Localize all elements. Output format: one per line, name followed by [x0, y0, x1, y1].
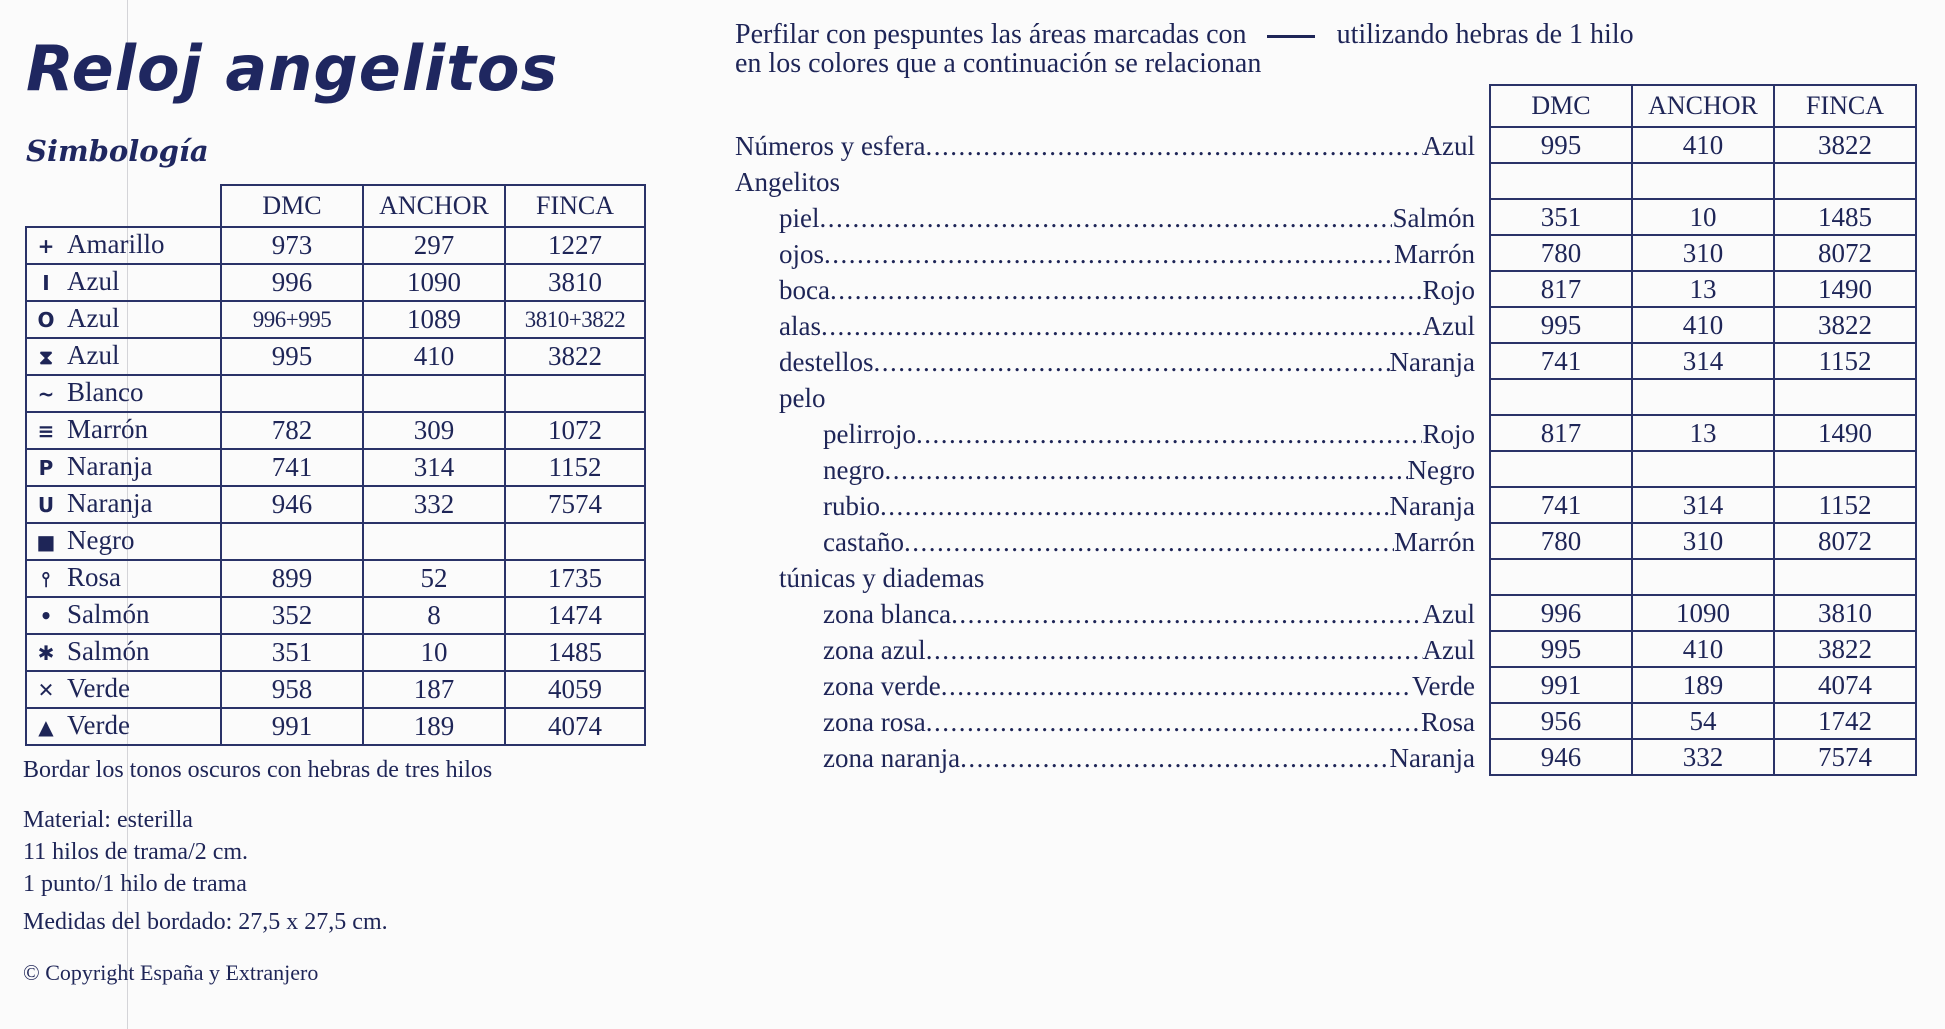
dot-icon: • — [39, 604, 53, 628]
outline-list-item — [735, 668, 1475, 704]
outline-dmc-cell: 995 — [1490, 631, 1632, 667]
outline-dmc-cell: 995 — [1490, 307, 1632, 343]
outline-finca-cell: 3822 — [1774, 127, 1916, 163]
legend-color-cell — [26, 338, 221, 375]
outline-dmc-cell: 946 — [1490, 739, 1632, 775]
outline-thread-table — [1489, 84, 1917, 776]
area-color: Rojo — [1422, 275, 1475, 305]
outline-finca-cell — [1774, 163, 1916, 199]
legend-row — [26, 486, 645, 523]
legend-row — [26, 227, 645, 264]
legend-anchor-cell: 10 — [363, 634, 505, 671]
outline-dmc-cell: 996 — [1490, 595, 1632, 631]
outline-anchor-cell: 314 — [1632, 343, 1774, 379]
legend-finca-cell: 4059 — [505, 671, 645, 708]
legend-row — [26, 449, 645, 486]
legend-row — [26, 338, 645, 375]
cross-icon: ✕ — [37, 678, 55, 702]
outline-anchor-cell: 410 — [1632, 127, 1774, 163]
outline-finca-cell: 1490 — [1774, 415, 1916, 451]
legend-anchor-cell: 309 — [363, 412, 505, 449]
outline-list-item — [735, 524, 1475, 560]
outline-finca-cell: 1152 — [1774, 487, 1916, 523]
area-name: túnicas y diademas — [779, 563, 985, 593]
outline-area-list — [735, 128, 1475, 776]
legend-dmc-cell: 973 — [221, 227, 363, 264]
leader-dots — [960, 740, 1389, 776]
legend-anchor-cell: 1090 — [363, 264, 505, 301]
outline-table-row — [1490, 415, 1916, 451]
legend-color-cell — [26, 264, 221, 301]
leader-dots — [874, 344, 1390, 380]
legend-dmc-cell: 995 — [221, 338, 363, 375]
legend-row — [26, 708, 645, 745]
legend-finca-cell: 1474 — [505, 597, 645, 634]
legend-color-cell — [26, 486, 221, 523]
outline-list-item — [735, 596, 1475, 632]
outline-list-item — [735, 452, 1475, 488]
legend-header-blank — [26, 185, 221, 227]
legend-finca-cell: 1152 — [505, 449, 645, 486]
outline-dmc-cell: 780 — [1490, 235, 1632, 271]
legend-color-cell — [26, 634, 221, 671]
outline-anchor-cell: 189 — [1632, 667, 1774, 703]
leader-dots — [904, 524, 1394, 560]
legend-anchor-cell: 314 — [363, 449, 505, 486]
outline-header-dmc: DMC — [1490, 85, 1632, 127]
legend-row — [26, 412, 645, 449]
leader-dots — [820, 200, 1393, 236]
outline-anchor-cell: 332 — [1632, 739, 1774, 775]
legend-dmc-cell: 351 — [221, 634, 363, 671]
legend-dmc-cell: 991 — [221, 708, 363, 745]
outline-dmc-cell: 956 — [1490, 703, 1632, 739]
outline-dmc-cell: 995 — [1490, 127, 1632, 163]
outline-finca-cell: 8072 — [1774, 235, 1916, 271]
outline-list-item — [735, 236, 1475, 272]
outline-anchor-cell: 410 — [1632, 307, 1774, 343]
legend-dmc-cell: 958 — [221, 671, 363, 708]
area-name: boca — [779, 275, 830, 305]
outline-dmc-cell — [1490, 379, 1632, 415]
legend-finca-cell: 7574 — [505, 486, 645, 523]
outline-table-row — [1490, 631, 1916, 667]
outline-list-item — [735, 128, 1475, 164]
legend-color-name: Rosa — [67, 562, 121, 592]
outline-anchor-cell: 10 — [1632, 199, 1774, 235]
legend-row — [26, 560, 645, 597]
leader-dots — [821, 308, 1423, 344]
outline-table-row — [1490, 523, 1916, 559]
outline-finca-cell: 3810 — [1774, 595, 1916, 631]
outline-table-row — [1490, 343, 1916, 379]
outline-finca-cell: 1152 — [1774, 343, 1916, 379]
leader-dots — [941, 668, 1412, 704]
legend-anchor-cell: 187 — [363, 671, 505, 708]
outline-list-item — [735, 164, 1475, 200]
letter-p-icon: P — [38, 456, 54, 480]
stitch-note: 1 punto/1 hilo de trama — [23, 871, 247, 897]
area-name: destellos — [779, 347, 874, 377]
legend-color-cell — [26, 412, 221, 449]
legend-header-finca: FINCA — [505, 185, 645, 227]
legend-color-cell — [26, 708, 221, 745]
outline-list-item — [735, 308, 1475, 344]
outline-table-row — [1490, 739, 1916, 775]
outline-table-row — [1490, 199, 1916, 235]
outline-table-row — [1490, 163, 1916, 199]
legend-color-name: Naranja — [67, 488, 153, 518]
legend-anchor-cell: 8 — [363, 597, 505, 634]
outline-list-item — [735, 632, 1475, 668]
legend-subtitle: Simbología — [26, 134, 209, 168]
leader-dots — [951, 596, 1422, 632]
legend-row — [26, 301, 645, 338]
outline-table-row — [1490, 451, 1916, 487]
legend-anchor-cell — [363, 523, 505, 560]
legend-row — [26, 634, 645, 671]
outline-header-finca: FINCA — [1774, 85, 1916, 127]
outline-dmc-cell: 817 — [1490, 415, 1632, 451]
outline-table-row — [1490, 667, 1916, 703]
legend-dmc-cell: 996+995 — [221, 301, 363, 338]
outline-finca-cell: 3822 — [1774, 307, 1916, 343]
outline-finca-cell — [1774, 559, 1916, 595]
area-color: Naranja — [1389, 743, 1475, 773]
outline-dmc-cell: 741 — [1490, 487, 1632, 523]
outline-anchor-cell: 1090 — [1632, 595, 1774, 631]
legend-color-name: Verde — [67, 673, 130, 703]
letter-u-icon: U — [37, 493, 55, 517]
outline-anchor-cell: 314 — [1632, 487, 1774, 523]
area-name: Angelitos — [735, 167, 840, 197]
leader-dots — [926, 632, 1423, 668]
legend-anchor-cell: 332 — [363, 486, 505, 523]
hourglass-icon: ⧗ — [38, 345, 54, 369]
outline-finca-cell: 8072 — [1774, 523, 1916, 559]
area-name: alas — [779, 311, 821, 341]
dimensions-note: Medidas del bordado: 27,5 x 27,5 cm. — [23, 909, 388, 935]
area-name: piel — [779, 203, 820, 233]
outline-anchor-cell: 13 — [1632, 271, 1774, 307]
area-name: Números y esfera — [735, 131, 926, 161]
legend-finca-cell: 3822 — [505, 338, 645, 375]
leader-dots — [916, 416, 1423, 452]
legend-finca-cell: 3810 — [505, 264, 645, 301]
outline-table-row — [1490, 307, 1916, 343]
outline-dmc-cell: 991 — [1490, 667, 1632, 703]
outline-table-row — [1490, 379, 1916, 415]
outline-list-item — [735, 272, 1475, 308]
legend-color-cell — [26, 671, 221, 708]
legend-row — [26, 671, 645, 708]
legend-color-cell — [26, 523, 221, 560]
area-color: Rojo — [1422, 419, 1475, 449]
outline-finca-cell: 1742 — [1774, 703, 1916, 739]
legend-header-row — [26, 185, 645, 227]
area-name: zona rosa — [823, 707, 926, 737]
legend-color-name: Verde — [67, 710, 130, 740]
copyright-note: © Copyright España y Extranjero — [23, 960, 319, 985]
outline-header-row — [1490, 85, 1916, 127]
leader-dots — [880, 488, 1390, 524]
outline-table-row — [1490, 559, 1916, 595]
area-color: Salmón — [1392, 203, 1475, 233]
outline-dmc-cell — [1490, 163, 1632, 199]
legend-color-name: Salmón — [67, 599, 150, 629]
outline-list-item — [735, 380, 1475, 416]
outline-finca-cell — [1774, 379, 1916, 415]
outline-dmc-cell: 741 — [1490, 343, 1632, 379]
outline-dmc-cell — [1490, 451, 1632, 487]
legend-row — [26, 375, 645, 412]
outline-finca-cell — [1774, 451, 1916, 487]
legend-dmc-cell: 741 — [221, 449, 363, 486]
plus-icon: + — [37, 234, 55, 258]
outline-table-row — [1490, 595, 1916, 631]
outline-dmc-cell: 351 — [1490, 199, 1632, 235]
area-color: Naranja — [1389, 491, 1475, 521]
legend-dmc-cell: 352 — [221, 597, 363, 634]
legend-color-cell — [26, 560, 221, 597]
pin-icon: ⫯ — [41, 567, 51, 591]
outline-finca-cell: 3822 — [1774, 631, 1916, 667]
outline-list-item — [735, 416, 1475, 452]
area-name: pelo — [779, 383, 826, 413]
outline-anchor-cell — [1632, 379, 1774, 415]
outline-finca-cell: 4074 — [1774, 667, 1916, 703]
filled-square-icon: ■ — [36, 530, 56, 554]
legend-finca-cell — [505, 523, 645, 560]
area-name: castaño — [823, 527, 904, 557]
legend-finca-cell: 1072 — [505, 412, 645, 449]
material-note: Material: esterilla — [23, 807, 193, 833]
leader-dots — [830, 272, 1423, 308]
legend-row — [26, 523, 645, 560]
outline-heading — [735, 20, 1935, 78]
legend-color-name: Marrón — [67, 414, 148, 444]
thread-note: Bordar los tonos oscuros con hebras de tres hilos — [23, 757, 493, 783]
outline-anchor-cell: 310 — [1632, 523, 1774, 559]
legend-anchor-cell — [363, 375, 505, 412]
tilde-icon: ~ — [37, 382, 55, 406]
leader-dots — [925, 128, 1422, 164]
legend-anchor-cell: 52 — [363, 560, 505, 597]
outline-anchor-cell: 13 — [1632, 415, 1774, 451]
triangle-icon: ▲ — [38, 715, 54, 739]
area-name: zona blanca — [823, 599, 952, 629]
outline-list-item — [735, 704, 1475, 740]
area-color: Rosa — [1421, 707, 1475, 737]
area-name: zona naranja — [823, 743, 961, 773]
outline-dmc-cell: 780 — [1490, 523, 1632, 559]
legend-color-cell — [26, 227, 221, 264]
legend-color-name: Salmón — [67, 636, 150, 666]
outline-anchor-cell — [1632, 559, 1774, 595]
legend-color-name: Naranja — [67, 451, 153, 481]
outline-table-row — [1490, 703, 1916, 739]
outline-list-item — [735, 200, 1475, 236]
legend-finca-cell: 1485 — [505, 634, 645, 671]
legend-anchor-cell: 410 — [363, 338, 505, 375]
outline-finca-cell: 1485 — [1774, 199, 1916, 235]
outline-list-item — [735, 344, 1475, 380]
legend-color-cell — [26, 449, 221, 486]
outline-finca-cell: 1490 — [1774, 271, 1916, 307]
legend-finca-cell: 3810+3822 — [505, 301, 645, 338]
outline-table-row — [1490, 487, 1916, 523]
outline-heading-part1: Perfilar con pespuntes las áreas marcadas con — [735, 19, 1247, 50]
legend-anchor-cell: 1089 — [363, 301, 505, 338]
area-name: negro — [823, 455, 885, 485]
legend-finca-cell — [505, 375, 645, 412]
area-name: zona azul — [823, 635, 926, 665]
area-color: Naranja — [1389, 347, 1475, 377]
area-color: Azul — [1422, 311, 1475, 341]
legend-color-name: Azul — [67, 340, 120, 370]
legend-color-name: Amarillo — [67, 229, 165, 259]
legend-finca-cell: 1735 — [505, 560, 645, 597]
asterisk-icon: ✱ — [37, 641, 55, 665]
legend-color-cell — [26, 597, 221, 634]
vertical-bar-icon: I — [42, 271, 50, 295]
legend-color-cell — [26, 375, 221, 412]
outline-table-row — [1490, 127, 1916, 163]
circle-icon: O — [37, 308, 55, 332]
legend-finca-cell: 1227 — [505, 227, 645, 264]
leader-dots — [884, 452, 1407, 488]
outline-anchor-cell: 410 — [1632, 631, 1774, 667]
legend-dmc-cell — [221, 523, 363, 560]
outline-heading-line2: en los colores que a continuación se relacionan — [735, 48, 1262, 79]
area-color: Marrón — [1394, 239, 1475, 269]
outline-table-row — [1490, 235, 1916, 271]
legend-dmc-cell — [221, 375, 363, 412]
outline-table-row — [1490, 271, 1916, 307]
leader-dots — [824, 236, 1394, 272]
outline-anchor-cell — [1632, 163, 1774, 199]
legend-dmc-cell: 946 — [221, 486, 363, 523]
legend-color-name: Blanco — [67, 377, 144, 407]
outline-anchor-cell — [1632, 451, 1774, 487]
triple-bar-icon: ≡ — [37, 419, 55, 443]
legend-dmc-cell: 996 — [221, 264, 363, 301]
page-title: Reloj angelitos — [26, 32, 559, 105]
legend-dmc-cell: 782 — [221, 412, 363, 449]
area-color: Verde — [1412, 671, 1475, 701]
legend-anchor-cell: 189 — [363, 708, 505, 745]
area-name: rubio — [823, 491, 880, 521]
outline-dmc-cell: 817 — [1490, 271, 1632, 307]
symbol-legend-table — [25, 184, 646, 746]
legend-row — [26, 597, 645, 634]
outline-heading-part2: utilizando hebras de 1 hilo — [1336, 19, 1634, 50]
legend-dmc-cell: 899 — [221, 560, 363, 597]
area-color: Azul — [1422, 131, 1475, 161]
area-color: Azul — [1422, 599, 1475, 629]
outline-anchor-cell: 310 — [1632, 235, 1774, 271]
legend-finca-cell: 4074 — [505, 708, 645, 745]
legend-anchor-cell: 297 — [363, 227, 505, 264]
legend-header-dmc: DMC — [221, 185, 363, 227]
outline-anchor-cell: 54 — [1632, 703, 1774, 739]
outline-list-item — [735, 488, 1475, 524]
outline-dmc-cell — [1490, 559, 1632, 595]
backstitch-line-icon — [1267, 35, 1315, 38]
fabric-count-note: 11 hilos de trama/2 cm. — [23, 839, 249, 865]
legend-color-name: Azul — [67, 266, 120, 296]
legend-color-cell — [26, 301, 221, 338]
outline-header-anchor: ANCHOR — [1632, 85, 1774, 127]
area-name: zona verde — [823, 671, 941, 701]
outline-list-item — [735, 560, 1475, 596]
legend-row — [26, 264, 645, 301]
area-name: ojos — [779, 239, 825, 269]
legend-header-anchor: ANCHOR — [363, 185, 505, 227]
area-color: Negro — [1407, 455, 1475, 485]
legend-color-name: Azul — [67, 303, 120, 333]
area-color: Azul — [1422, 635, 1475, 665]
area-color: Marrón — [1394, 527, 1475, 557]
outline-finca-cell: 7574 — [1774, 739, 1916, 775]
leader-dots — [926, 704, 1421, 740]
area-name: pelirrojo — [823, 419, 916, 449]
legend-color-name: Negro — [67, 525, 135, 555]
outline-list-item — [735, 740, 1475, 776]
